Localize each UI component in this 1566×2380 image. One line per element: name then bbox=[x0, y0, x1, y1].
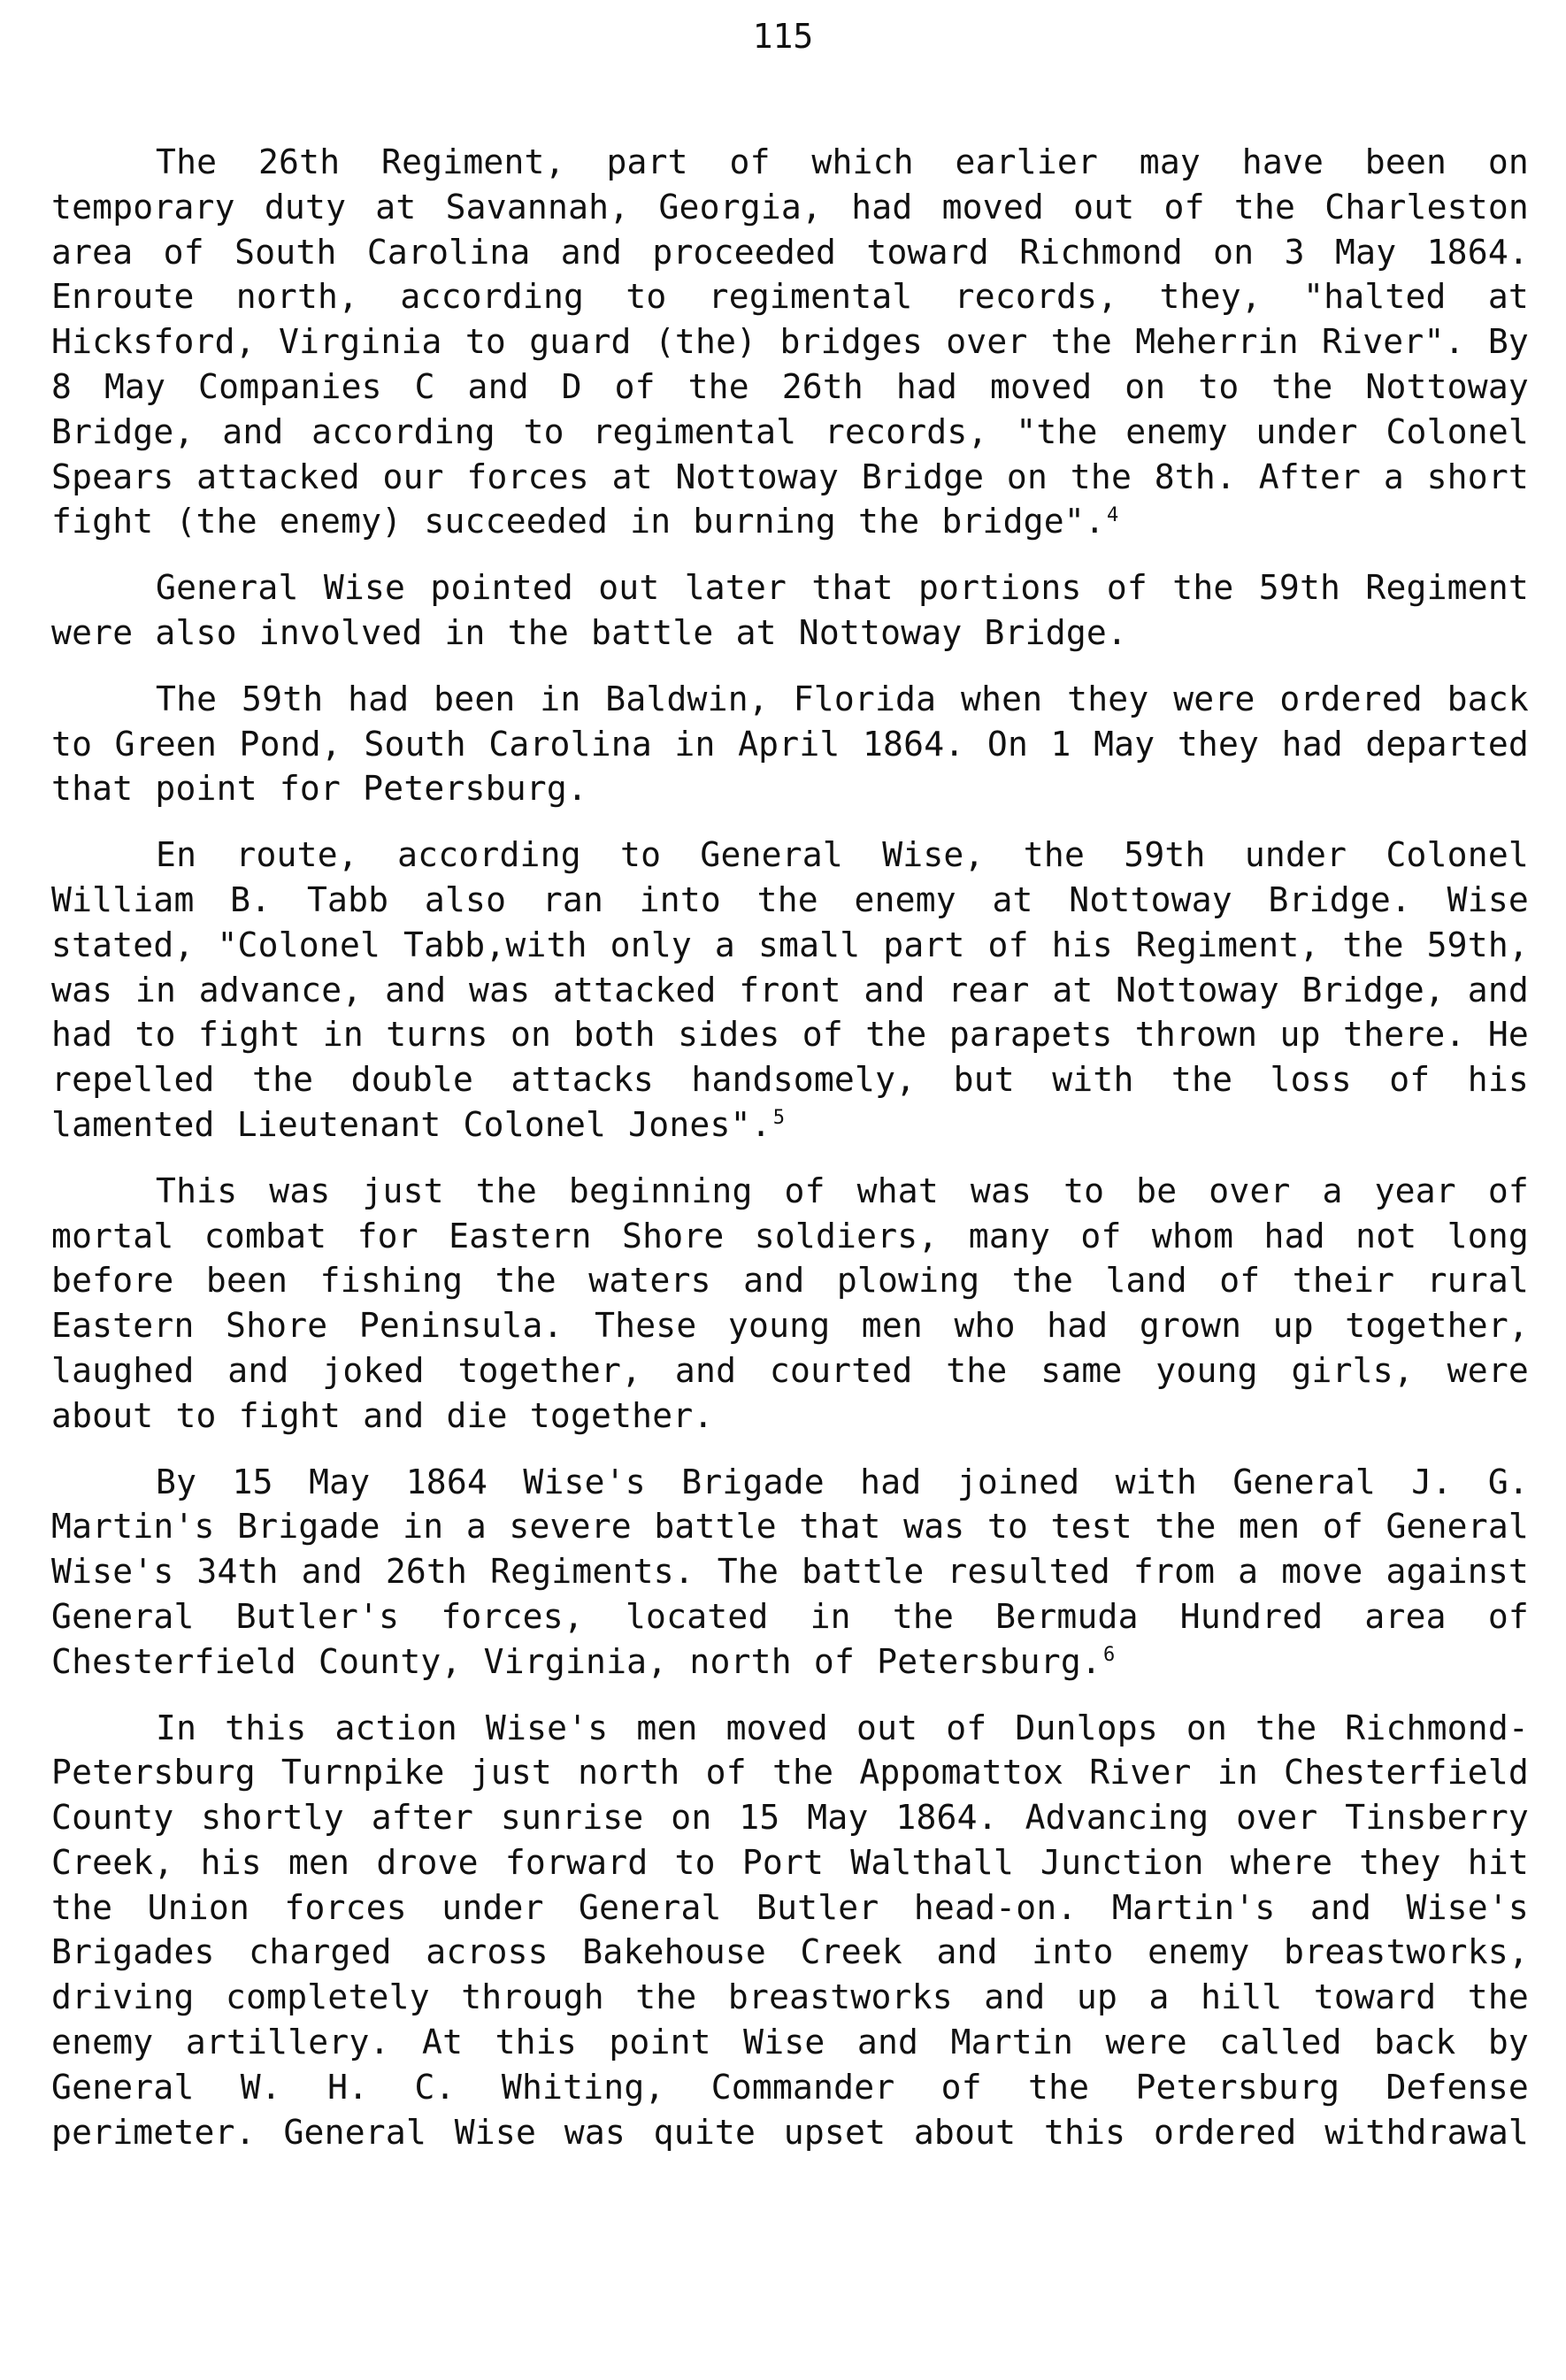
body-text bbox=[51, 140, 1529, 2154]
paragraph-2-text: General Wise pointed out later that portions of the 59th Regiment were also involved in the battle at Nottoway Bridge. bbox=[51, 568, 1529, 652]
paragraph-3 bbox=[51, 677, 1529, 811]
footnote-ref-4: 4 bbox=[1106, 503, 1119, 526]
footnote-ref-5: 5 bbox=[772, 1107, 786, 1130]
paragraph-1-text: The 26th Regiment, part of which earlier may have been on temporary duty at Savannah, Georgia, had moved out of the Charleston area of South Carolina and proceeded toward Richmond on 3 May 1864. Enroute north, according to regimental records, they, "halted at Hicksford, Virginia to guard (the) bridges over the Meherrin River". By 8 May Companies C and D of the 26th had moved on to the Nottoway Bridge, and according to regimental records, "the enemy under Colonel Spears attacked our forces at Nottoway Bridge on the 8th. After a short fight (the enemy) succeeded in burning the bridge". bbox=[51, 142, 1529, 541]
paragraph-2 bbox=[51, 565, 1529, 656]
paragraph-6 bbox=[51, 1460, 1529, 1685]
paragraph-7 bbox=[51, 1706, 1529, 2155]
paragraph-4-text: En route, according to General Wise, the 59th under Colonel William B. Tabb also ran into the enemy at Nottoway Bridge. Wise stated, "Colonel Tabb,with only a small part of his Regiment, the 59th, was in advance, and was attacked front and rear at Nottoway Bridge, and had to fight in turns on both sides of the parapets thrown up there. He repelled the double attacks handsomely, but with the loss of his lamented Lieutenant Colonel Jones". bbox=[51, 835, 1529, 1144]
paragraph-4 bbox=[51, 833, 1529, 1148]
footnote-ref-6: 6 bbox=[1102, 1644, 1116, 1667]
paragraph-3-text: The 59th had been in Baldwin, Florida when they were ordered back to Green Pond, South Carolina in April 1864. On 1 May they had departed that point for Petersburg. bbox=[51, 679, 1529, 809]
page-number: 115 bbox=[752, 17, 814, 56]
paragraph-6-text: By 15 May 1864 Wise's Brigade had joined with General J. G. Martin's Brigade in a severe battle that was to test the men of General Wise's 34th and 26th Regiments. The battle resulted from a move against General Butler's forces, located in the Bermuda Hundred area of Chesterfield County, Virginia, north of Petersburg. bbox=[51, 1462, 1529, 1681]
paragraph-7-text: In this action Wise's men moved out of Dunlops on the Richmond-Petersburg Turnpike just north of the Appomattox River in Chesterfield County shortly after sunrise on 15 May 1864. Advancing over Tinsberry Creek, his men drove forward to Port Walthall Junction where they hit the Union forces under General Butler head-on. Martin's and Wise's Brigades charged across Bakehouse Creek and into enemy breastworks, driving completely through the breastworks and up a hill toward the enemy artillery. At this point Wise and Martin were called back by General W. H. C. Whiting, Commander of the Petersburg Defense perimeter. General Wise was quite upset about this ordered withdrawal bbox=[51, 1708, 1529, 2152]
paragraph-1 bbox=[51, 140, 1529, 544]
paragraph-5-text: This was just the beginning of what was to be over a year of mortal combat for Eastern Shore soldiers, many of whom had not long before been fishing the waters and plowing the land of their rural Eastern Shore Peninsula. These young men who had grown up together, laughed and joked together, and courted the same young girls, were about to fight and die together. bbox=[51, 1171, 1529, 1435]
paragraph-5 bbox=[51, 1169, 1529, 1439]
